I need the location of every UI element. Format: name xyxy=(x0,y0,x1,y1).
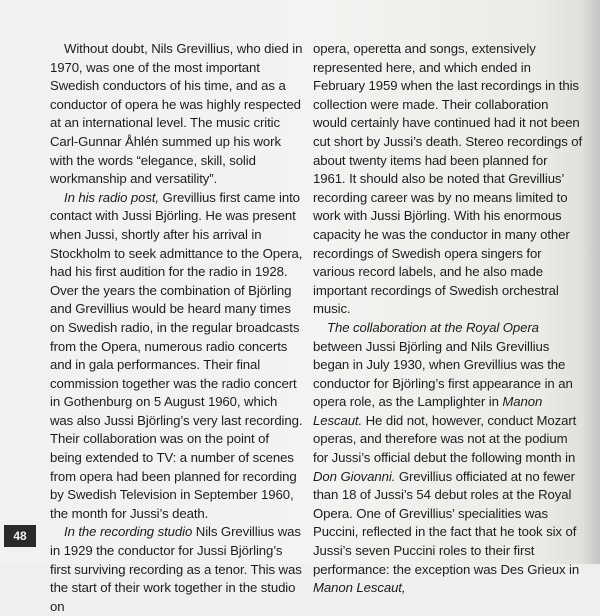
opera-title-manon-lescaut-2: Manon Lescaut, xyxy=(313,580,406,596)
paragraph-studio-lead: In the recording studio xyxy=(64,524,193,540)
opera-title-don-giovanni: Don Giovanni. xyxy=(313,468,396,484)
paragraph-royal-opera xyxy=(313,319,583,598)
page-number: 48 xyxy=(4,525,36,547)
left-text-column xyxy=(50,40,303,616)
paragraph-royal-opera-text-a: between Jussi Björling and Nils Grevillius began in July 1930, when Grevillius was the conductor for Björling’s first appearance in an opera role, as the Lamplighter in xyxy=(313,338,573,410)
paragraph-radio-lead: In his radio post, xyxy=(64,189,159,205)
paragraph-intro: Without doubt, Nils Grevillius, who died in 1970, was one of the most important Swedish conductors of his time, and as a conductor of opera he was highly respected at an international level. The music critic Carl-Gunnar Åhlén summed up his work with the words “elegance, skill, solid workmanship and versatility”. xyxy=(50,41,303,187)
paragraph-radio-body: Grevillius first came into contact with Jussi Björling. He was present when Jussi, shortly after his arrival in Stockholm to seek admittance to the Opera, had his first audition for the radio in 1928. Over the years the combination of Björling and Grevillius would be heard many times on Swedish radio, in the regular broadcasts from the Opera, numerous radio concerts and in gala performances. Their final commission together was the radio concert in Gothenburg on 5 August 1960, which was also Jussi Björling’s very last recording. Their collaboration was on the point of being extended to TV: a number of scenes from opera had been planned for recording by Swedish Television in September 1960, the month for Jussi’s death. xyxy=(50,189,303,521)
paragraph-royal-opera-lead: The collaboration at the Royal Opera xyxy=(327,319,539,335)
paragraph-studio-body: Nils Grevillius was in 1929 the conductor for Jussi Björling’s first surviving recording as a tenor. This was the start of their work together in the studio on xyxy=(50,524,302,614)
paragraph-royal-opera-text-b: He did not, however, conduct Mozart operas, and therefore was not at the podium for Jussi’s official debut the following month in xyxy=(313,412,577,466)
right-text-column xyxy=(313,40,583,598)
paragraph-radio xyxy=(50,189,303,524)
page-edge-shadow xyxy=(582,0,600,564)
paragraph-studio xyxy=(50,523,303,616)
opera-title-manon-lescaut: Manon Lescaut. xyxy=(313,394,543,428)
paragraph-continued: opera, operetta and songs, extensively represented here, and which ended in February 1959 when the last recordings in this collection were made. Their collaboration would certainly have continued had it not been cut short by Jussi’s death. Stereo recordings of about twenty items had been planned for 1961. It should also be noted that Grevillius’ recording career was by no means limited to work with Jussi Björling. With his enormous capacity he was the conductor in many other recordings of Swedish opera singers for various record labels, and he also made important recordings of Swedish orchestral music. xyxy=(313,41,583,317)
paragraph-royal-opera-text-c: Grevillius officiated at no fewer than 18 of Jussi’s 54 debut roles at the Royal Opera. One of Grevillius’ specialities was Puccini, reflected in the fact that he took six of Jussi’s seven Puccini roles to their first performance: the exception was Des Grieux in xyxy=(313,468,580,577)
